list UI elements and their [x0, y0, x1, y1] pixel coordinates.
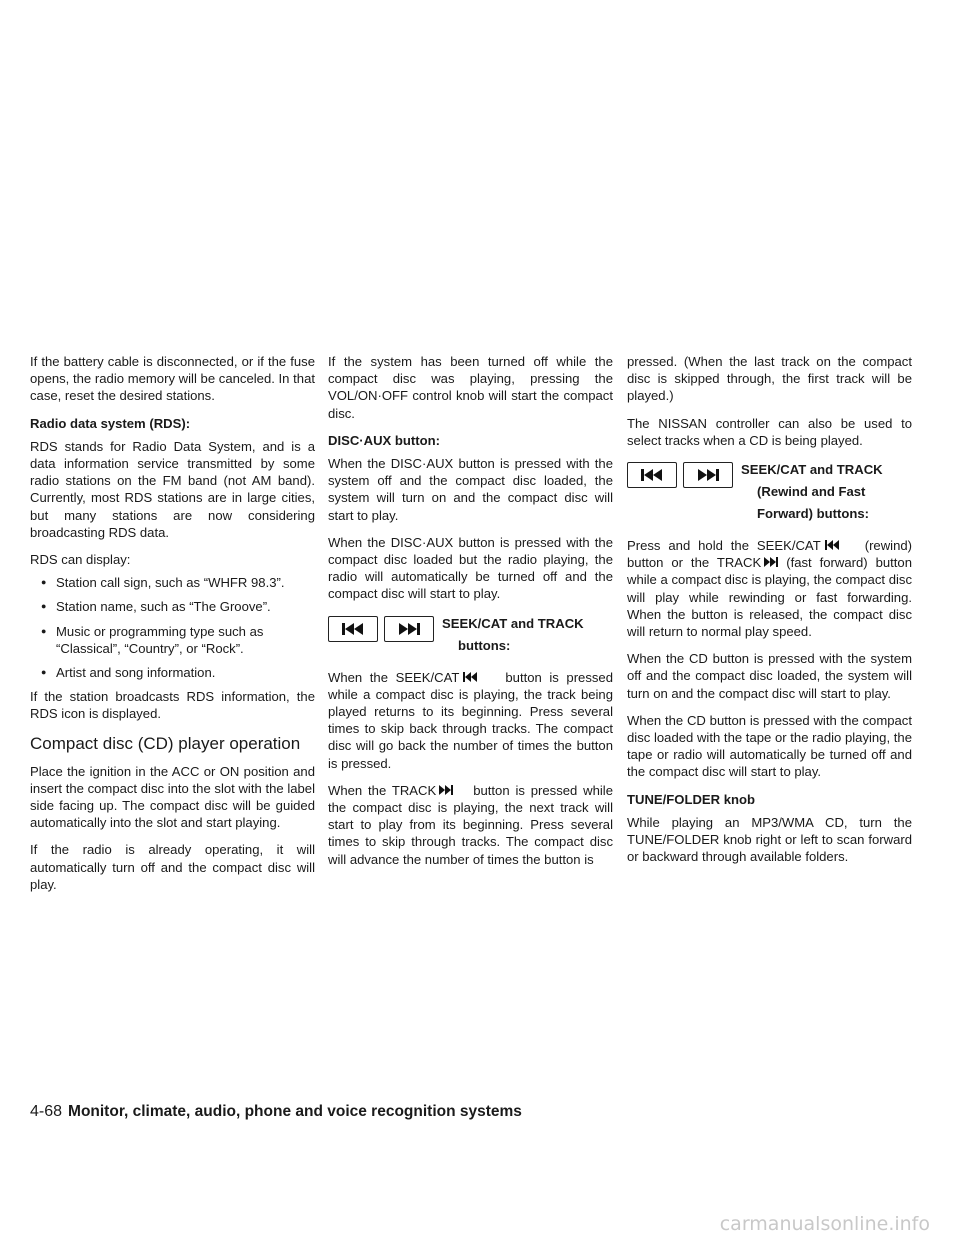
skip-forward-icon	[396, 622, 422, 636]
text-run: Press and hold the SEEK/CAT	[627, 538, 821, 554]
caption-line: buttons:	[458, 637, 511, 653]
text-run: (fast forward) button while a compact disc is playing, the compact disc will play while rewinding or fast forwarding. When the button is released, the compact disc will return to normal play speed.	[627, 555, 912, 640]
paragraph-cd-button-2: When the CD button is pressed with the compact disc loaded with the tape or the radio playing, the tape or radio will automatically be turned off and the compact disc will start to play.	[627, 712, 912, 780]
paragraph-battery: If the battery cable is disconnected, or if the fuse opens, the radio memory will be canceled. In that case, reset the desired stations.	[30, 354, 315, 404]
skip-back-icon	[825, 540, 839, 550]
chapter-title: Monitor, climate, audio, phone and voice recognition systems	[68, 1103, 522, 1120]
caption-line: SEEK/CAT and TRACK	[442, 615, 584, 631]
seek-back-button-illustration	[627, 462, 677, 488]
skip-back-icon	[639, 468, 665, 482]
rewind-forward-caption	[741, 459, 883, 525]
heading-tune-folder: TUNE/FOLDER knob	[627, 791, 756, 807]
skip-forward-icon	[695, 468, 721, 482]
paragraph-vol-knob: If the system has been turned off while the compact disc was playing, pressing the VOL/ON·OFF control knob will start the compact disc.	[328, 354, 613, 421]
text-run: button is pressed while a compact disc is playing, the track being played returns to its beginning. Press several times to skip back through tracks. The compact disc will go back the number of times the button is pressed.	[328, 669, 613, 771]
page-number: 4-68	[30, 1103, 63, 1120]
seek-track-caption	[442, 613, 584, 657]
paragraph-rds-intro: RDS stands for Radio Data System, and is a data information service transmitted by some radio stations on the FM band (not AM band). Currently, most RDS stations are in large cities, but many stations are now considering broadcasting RDS data.	[30, 438, 315, 540]
paragraph-disc-aux-2: When the DISC·AUX button is pressed with the compact disc loaded but the radio playing, the radio will automatically be turned off and the compact disc will start to play.	[328, 534, 613, 602]
paragraph-tune-folder: While playing an MP3/WMA CD, turn the TUNE/FOLDER knob right or left to scan forward or backward through available folders.	[627, 814, 912, 865]
track-forward-button-illustration	[384, 616, 434, 642]
caption-line: Forward) buttons:	[757, 506, 870, 522]
text-run: When the SEEK/CAT	[328, 669, 460, 685]
caption-line: SEEK/CAT and TRACK	[741, 462, 883, 478]
seek-track-buttons-figure	[328, 613, 613, 657]
paragraph-disc-aux-1: When the DISC·AUX button is pressed with the system off and the compact disc loaded, the system will turn on and the compact disc will start to play.	[328, 456, 613, 523]
skip-back-icon	[340, 622, 366, 636]
heading-disc-aux: DISC·AUX button:	[328, 432, 441, 448]
text-run: (rewind) button or the TRACK	[627, 538, 912, 571]
paragraph-rds-icon: If the station broadcasts RDS information, the RDS icon is displayed.	[30, 689, 315, 722]
paragraph-track-press	[328, 782, 613, 868]
rds-list	[30, 574, 315, 681]
list-item: ● Artist and song information.	[30, 664, 315, 681]
skip-forward-icon	[764, 557, 778, 567]
column-middle	[328, 353, 613, 878]
skip-forward-icon	[439, 785, 453, 795]
watermark: carmanualsonline.info	[719, 1213, 930, 1235]
rewind-forward-buttons-figure	[627, 459, 912, 525]
heading-rds: Radio data system (RDS):	[30, 415, 191, 431]
column-right	[627, 353, 912, 875]
paragraph-seek-press	[328, 669, 613, 772]
paragraph-rds-display: RDS can display:	[30, 552, 131, 568]
list-item: ● Music or programming type such as “Classical”, “Country”, or “Rock”.	[30, 623, 315, 657]
text-run: button is pressed while the compact disc is playing, the next track will start to play from its beginning. Press several times to skip through tracks. The compact disc will advance the number of times the button is	[328, 782, 613, 867]
paragraph-last-track: pressed. (When the last track on the compact disc is skipped through, the first track will be played.)	[627, 354, 912, 404]
skip-back-icon	[463, 672, 477, 682]
paragraph-cd-button-1: When the CD button is pressed with the system off and the compact disc loaded, the system will turn on and the compact disc will start to play.	[627, 651, 912, 701]
caption-line: (Rewind and Fast	[757, 484, 866, 500]
paragraph-cd-insert: Place the ignition in the ACC or ON position and insert the compact disc into the slot with the label side facing up. The compact disc will be guided automatically into the slot and start playing.	[30, 763, 315, 831]
section-title-cd: Compact disc (CD) player operation	[30, 733, 301, 753]
paragraph-cd-radio: If the radio is already operating, it will automatically turn off and the compact disc will play.	[30, 842, 315, 892]
list-item: ● Station call sign, such as “WHFR 98.3”.	[30, 574, 315, 591]
track-forward-button-illustration	[683, 462, 733, 488]
page-footer	[30, 1103, 522, 1121]
paragraph-nissan-controller: The NISSAN controller can also be used to select tracks when a CD is being played.	[627, 415, 912, 448]
paragraph-press-hold	[627, 537, 912, 640]
list-item: ● Station name, such as “The Groove”.	[30, 598, 315, 615]
seek-back-button-illustration	[328, 616, 378, 642]
text-run: When the TRACK	[328, 782, 437, 798]
column-left	[30, 353, 315, 903]
